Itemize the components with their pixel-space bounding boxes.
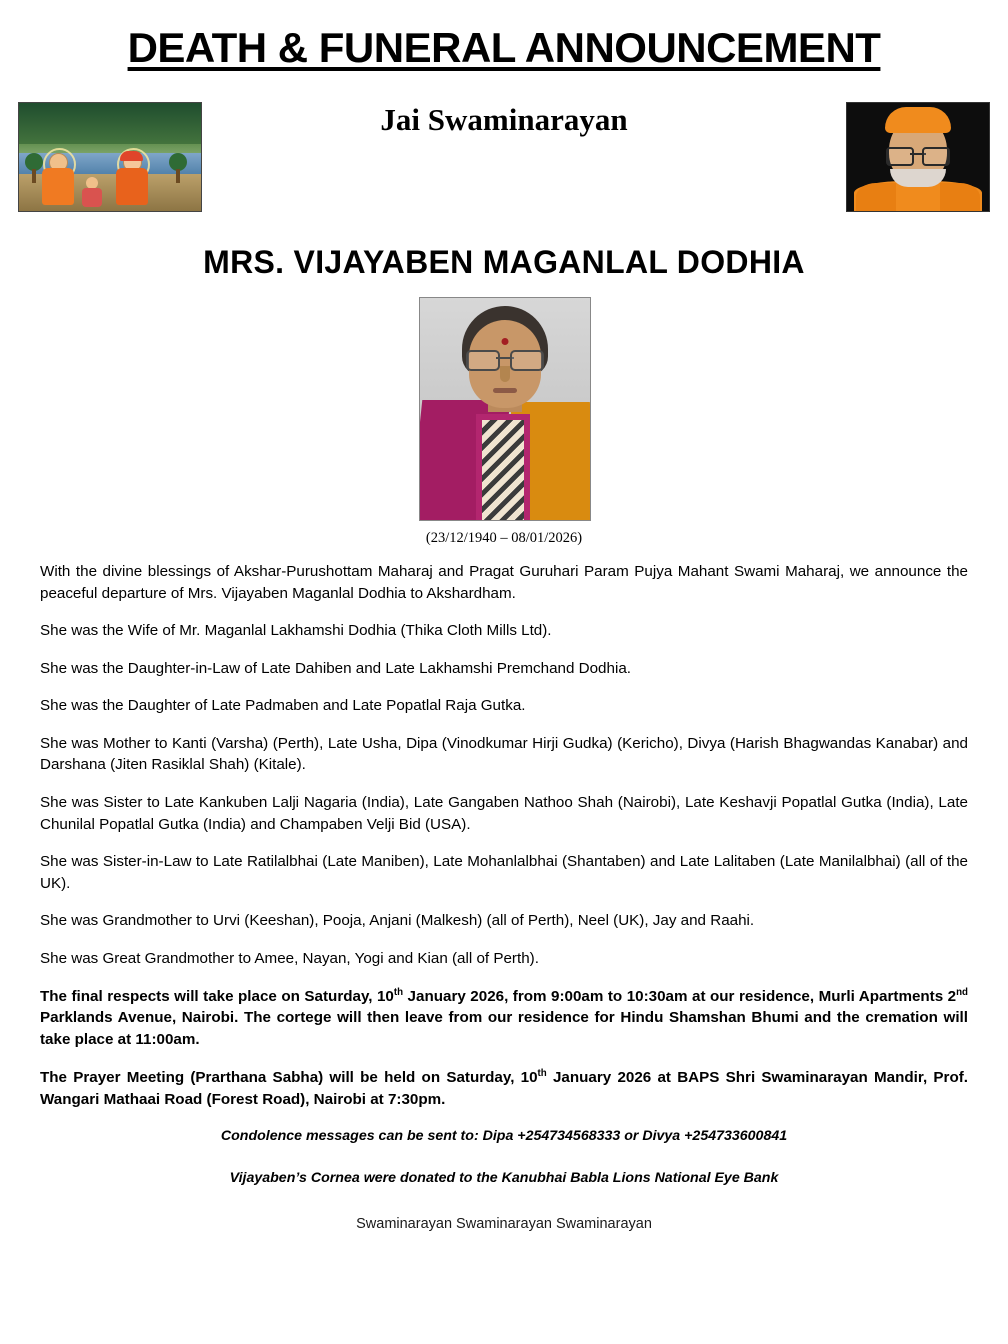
prayer-text-2: January 2026 at BAPS Shri Swaminarayan Mandir, Prof. Wangari Mathaai Road (Forest Road), Nairobi at 7:30pm.	[40, 1069, 968, 1108]
mahant-swami-maharaj-photo	[846, 102, 990, 212]
painting-figure-sadhu	[41, 153, 75, 205]
portrait-wrapper	[419, 297, 589, 521]
life-dates: (23/12/1940 – 08/01/2026)	[425, 530, 583, 546]
paragraph-daughter: She was the Daughter of Late Padmaben and Late Popatlal Raja Gutka.	[40, 697, 526, 715]
portrait-nose	[500, 366, 510, 382]
cornea-donation-note: Vijayaben’s Cornea were donated to the Kanubhai Babla Lions National Eye Bank	[229, 1169, 779, 1186]
paragraph-great-grandmother: She was Great Grandmother to Amee, Nayan, Yogi and Kian (all of Perth).	[40, 949, 539, 967]
paragraph-prayer-meeting	[40, 1067, 968, 1110]
guru-cap	[885, 107, 951, 133]
prayer-ordinal-1: th	[537, 1068, 547, 1080]
painting-tree	[169, 153, 187, 183]
paragraph-mother: She was Mother to Kanti (Varsha) (Perth), Late Usha, Dipa (Vinodkumar Hirji Gudka) (Kericho), Divya (Harish Bhagwandas Kanabar) and Darshana (Jiten Rasiklal Shah) (Kitale).	[40, 734, 968, 774]
portrait-sari-pallu	[482, 420, 524, 520]
deceased-name: MRS. VIJAYABEN MAGANLAL DODHIA	[203, 244, 805, 280]
footer-chant: Swaminarayan Swaminarayan Swaminarayan	[356, 1215, 652, 1232]
announcement-body	[40, 561, 968, 1111]
paragraph-sister: She was Sister to Late Kankuben Lalji Nagaria (India), Late Gangaben Nathoo Shah (Nairobi), Late Keshavji Popatlal Gutka (India), Late Chunilal Popatlal Gutka (India) and Champaben Velji Bid (USA).	[40, 794, 968, 833]
portrait-mouth	[493, 388, 517, 393]
paragraph-blessings: With the divine blessings of Akshar-Purushottam Maharaj and Pragat Guruhari Param Pujya Mahant Swami Maharaj, we announce the peaceful departure of Mrs. Vijayaben Maganlal Dodhia to Akshardham.	[40, 563, 968, 602]
final-respects-text-1: The final respects will take place on Saturday, 10	[40, 987, 394, 1005]
swaminarayan-painting-image	[18, 102, 202, 212]
page-title: DEATH & FUNERAL ANNOUNCEMENT	[127, 24, 881, 71]
paragraph-daughter-in-law: She was the Daughter-in-Law of Late Dahiben and Late Lakhamshi Premchand Dodhia.	[40, 659, 631, 677]
prayer-text-1: The Prayer Meeting (Prarthana Sabha) will be held on Saturday, 10	[40, 1069, 538, 1087]
final-respects-text-3: Parklands Avenue, Nairobi. The cortege will then leave from our residence for Hindu Shamshan Bhumi and the cremation will take place at 11:00am.	[40, 1009, 968, 1048]
final-respects-text-2: January 2026, from 9:00am to 10:30am at our residence, Murli Apartments 2	[403, 987, 957, 1005]
painting-figure-swaminarayan	[115, 153, 149, 205]
deceased-portrait	[419, 297, 591, 521]
paragraph-grandmother: She was Grandmother to Urvi (Keeshan), Pooja, Anjani (Malkesh) (all of Perth), Neel (UK), Jay and Raahi.	[40, 912, 755, 930]
portrait-bindi	[502, 338, 509, 345]
painting-figure-child	[81, 177, 103, 207]
paragraph-final-respects	[40, 986, 968, 1051]
final-respects-ordinal-1: th	[393, 986, 404, 998]
banner-row	[40, 102, 968, 214]
guru-glasses	[886, 147, 950, 163]
condolence-note: Condolence messages can be sent to: Dipa +254734568333 or Divya +254733600841	[220, 1127, 788, 1144]
final-respects-ordinal-2: nd	[956, 986, 968, 998]
painting-sky	[19, 103, 201, 144]
paragraph-sister-in-law: She was Sister-in-Law to Late Ratilalbhai (Late Maniben), Late Mohanlalbhai (Shantaben) and Late Lalitaben (Late Manilalbhai) (all of the UK).	[40, 853, 968, 892]
paragraph-wife: She was the Wife of Mr. Maganlal Lakhamshi Dodhia (Thika Cloth Mills Ltd).	[40, 622, 552, 640]
greeting-text: Jai Swaminarayan	[380, 102, 628, 137]
